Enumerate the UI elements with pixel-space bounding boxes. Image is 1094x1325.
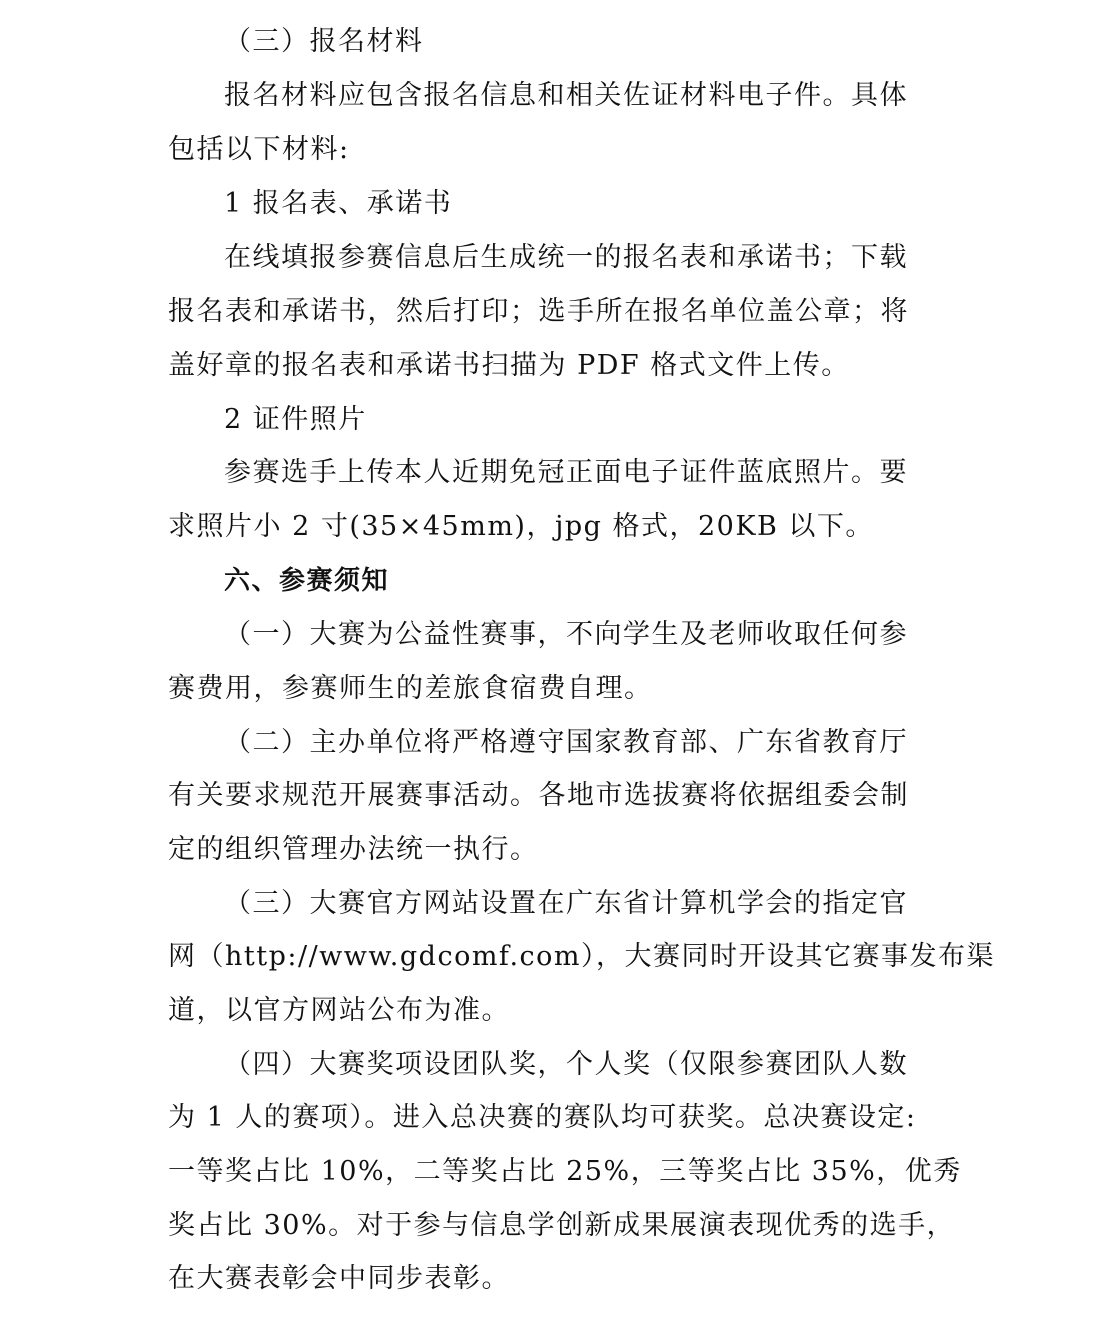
item-heading-registration-form: 1 报名表、承诺书: [224, 188, 453, 219]
paragraph-line-with-url: 网（http://www.gdcomf.com），大赛同时开设其它赛事发布渠: [168, 941, 996, 972]
paragraph-line: 在线填报参赛信息后生成统一的报名表和承诺书；下载: [224, 242, 908, 273]
paragraph-line: 有关要求规范开展赛事活动。各地市选拔赛将依据组委会制: [168, 780, 909, 811]
paragraph-line: 报名表和承诺书，然后打印；选手所在报名单位盖公章；将: [168, 296, 909, 327]
paragraph-line: 一等奖占比 10%，二等奖占比 25%，三等奖占比 35%，优秀: [168, 1156, 962, 1187]
paragraph-line: 为 1 人的赛项）。进入总决赛的赛队均可获奖。总决赛设定:: [168, 1102, 917, 1133]
paragraph-line: 参赛选手上传本人近期免冠正面电子证件蓝底照片。要: [224, 457, 908, 488]
paragraph-line: 包括以下材料:: [168, 134, 350, 165]
paragraph-line: 求照片小 2 寸(35×45mm)，jpg 格式，20KB 以下。: [168, 511, 874, 542]
paragraph-line: （一）大赛为公益性赛事，不向学生及老师收取任何参: [224, 619, 908, 650]
paragraph-line: 盖好章的报名表和承诺书扫描为 PDF 格式文件上传。: [168, 350, 850, 381]
paragraph-line: 道，以官方网站公布为准。: [168, 995, 510, 1026]
paragraph-line: （二）主办单位将严格遵守国家教育部、广东省教育厅: [224, 727, 908, 758]
paragraph-line: 赛费用，参赛师生的差旅食宿费自理。: [168, 673, 653, 704]
paragraph-line: 奖占比 30%。对于参与信息学创新成果展演表现优秀的选手，: [168, 1210, 956, 1241]
paragraph-line: （三）大赛官方网站设置在广东省计算机学会的指定官: [224, 888, 908, 919]
paragraph-line: 定的组织管理办法统一执行。: [168, 834, 539, 865]
section-heading-participation-notice: 六、参赛须知: [224, 566, 390, 596]
subheading-registration-materials: （三）报名材料: [224, 26, 424, 57]
paragraph-line: （四）大赛奖项设团队奖，个人奖（仅限参赛团队人数: [224, 1049, 908, 1080]
item-heading-id-photo: 2 证件照片: [224, 404, 367, 435]
paragraph-line: 报名材料应包含报名信息和相关佐证材料电子件。具体: [224, 80, 908, 111]
paragraph-line: 在大赛表彰会中同步表彰。: [168, 1263, 510, 1294]
